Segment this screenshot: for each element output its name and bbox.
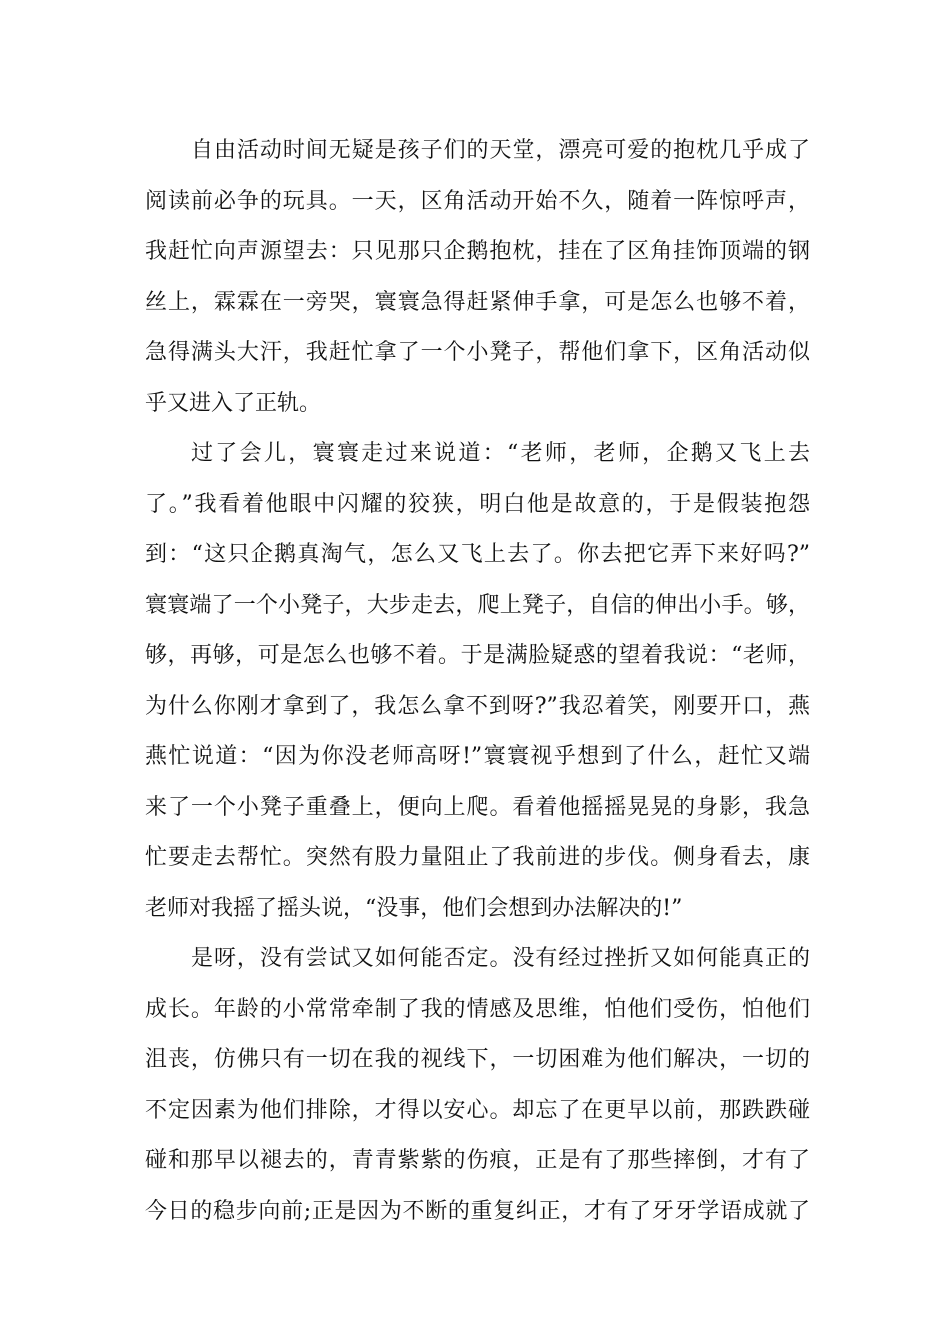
paragraph-2-line-5: 够，再够，可是怎么也够不着。于是满脸疑惑的望着我说：“老师，	[145, 643, 810, 668]
paragraph-2-line-4: 寰寰端了一个小凳子，大步走去，爬上凳子，自信的伸出小手。够，	[145, 592, 810, 618]
paragraph-2-line-9: 忙要走去帮忙。突然有股力量阻止了我前进的步伐。侧身看去，康	[145, 845, 810, 870]
paragraph-1-line-6: 乎又进入了正轨。	[145, 390, 322, 416]
paragraph-2-line-2: 了。”我看着他眼中闪耀的狡狭，明白他是故意的，于是假装抱怨	[145, 491, 810, 517]
paragraph-2-line-8: 来了一个小凳子重叠上，便向上爬。看着他摇摇晃晃的身影，我急	[145, 794, 810, 820]
paragraph-2-line-1: 过了会儿，寰寰走过来说道：“老师，老师，企鹅又飞上去	[191, 441, 810, 466]
paragraph-2-line-10: 老师对我摇了摇头说，“没事，他们会想到办法解决的!”	[145, 895, 683, 921]
paragraph-3-line-4: 不定因素为他们排除，才得以安心。却忘了在更早以前，那跌跌碰	[145, 1097, 810, 1123]
document-body	[145, 126, 810, 1237]
paragraph-1-line-3: 我赶忙向声源望去：只见那只企鹅抱枕，挂在了区角挂饰顶端的钢	[145, 239, 810, 264]
paragraph-3-line-2: 成长。年龄的小常常牵制了我的情感及思维，怕他们受伤，怕他们	[145, 996, 810, 1022]
paragraph-1-line-1: 自由活动时间无疑是孩子们的天堂，漂亮可爱的抱枕几乎成了	[191, 138, 810, 163]
paragraph-2-line-3: 到：“这只企鹅真淘气，怎么又飞上去了。你去把它弄下来好吗?”	[145, 542, 810, 567]
paragraph-3-line-3: 沮丧，仿佛只有一切在我的视线下，一切困难为他们解决，一切的	[145, 1047, 810, 1072]
paragraph-2-line-6: 为什么你刚才拿到了，我怎么拿不到呀?”我忍着笑，刚要开口，燕	[145, 693, 810, 719]
paragraph-1-line-4: 丝上，霖霖在一旁哭，寰寰急得赶紧伸手拿，可是怎么也够不着，	[145, 289, 810, 315]
paragraph-3-line-5: 碰和那早以褪去的，青青紫紫的伤痕，正是有了那些摔倒，才有了	[145, 1148, 810, 1173]
paragraph-3-line-1: 是呀，没有尝试又如何能否定。没有经过挫折又如何能真正的	[191, 946, 810, 971]
paragraph-3-line-6: 今日的稳步向前;正是因为不断的重复纠正，才有了牙牙学语成就了	[145, 1198, 810, 1224]
paragraph-1-line-2: 阅读前必争的玩具。一天，区角活动开始不久，随着一阵惊呼声，	[145, 188, 810, 214]
paragraph-1-line-5: 急得满头大汗，我赶忙拿了一个小凳子，帮他们拿下，区角活动似	[145, 340, 810, 365]
paragraph-2-line-7: 燕忙说道：“因为你没老师高呀!”寰寰视乎想到了什么，赶忙又端	[145, 744, 810, 769]
